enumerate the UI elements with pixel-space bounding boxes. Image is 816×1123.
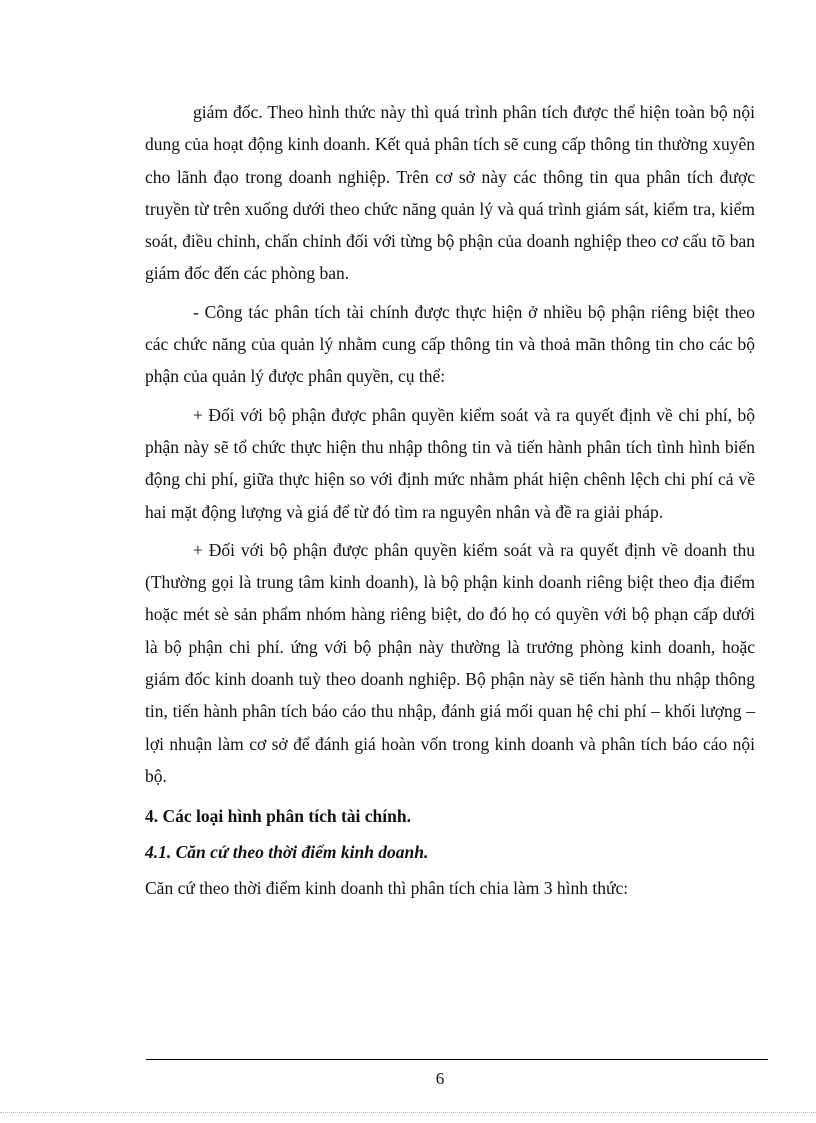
footer-rule	[146, 1059, 768, 1060]
section-heading-4: 4. Các loại hình phân tích tài chính.	[145, 806, 411, 827]
document-body	[145, 96, 755, 905]
page-edge-dotted-line	[0, 1112, 816, 1113]
paragraph-forms-intro: Căn cứ theo thời điểm kinh doanh thì phân tích chia làm 3 hình thức:	[145, 878, 629, 899]
subsection-heading-4-1: 4.1. Căn cứ theo thời điểm kinh doanh.	[145, 842, 429, 863]
paragraph-analysis-departments: - Công tác phân tích tài chính được thực hiện ở nhiều bộ phận riêng biệt theo các chức năng của quản lý nhằm cung cấp thông tin và thoả mãn thông tin cho các bộ phận của quản lý được phân quyền, cụ thể:	[145, 301, 755, 387]
page-number: 6	[435, 1069, 445, 1088]
paragraph-revenue-center: + Đối với bộ phận được phân quyền kiểm soát và ra quyết định về doanh thu (Thường gọi là trung tâm kinh doanh), là bộ phận kinh doanh riêng biệt theo địa điểm hoặc mét sè sản phẩm nhóm hàng riêng biệt, do đó họ có quyền với bộ phạn cấp dưới là bộ phận chi phí. ứng với bộ phận này thường là trưởng phòng kinh doanh, hoặc giám đốc kinh doanh tuỳ theo doanh nghiệp. Bộ phận này sẽ tiến hành thu nhập thông tin, tiến hành phân tích báo cáo thu nhập, đánh giá mối quan hệ chi phí – khối lượng – lợi nhuận làm cơ sở để đánh giá hoàn vốn trong kinh doanh và phân tích báo cáo nội bộ.	[145, 539, 755, 786]
paragraph-cost-center: + Đối với bộ phận được phân quyền kiểm soát và ra quyết định về chi phí, bộ phận này sẽ tổ chức thực hiện thu nhập thông tin và tiến hành phân tích tình hình biến động chi phí, giữa thực hiện so với định mức nhằm phát hiện chênh lệch chi phí cả về hai mặt động lượng và giá để từ đó tìm ra nguyên nhân và đề ra giải pháp.	[145, 404, 755, 522]
paragraph-continuation: giám đốc. Theo hình thức này thì quá trình phân tích được thể hiện toàn bộ nội dung của hoạt động kinh doanh. Kết quả phân tích sẽ cung cấp thông tin thường xuyên cho lãnh đạo trong doanh nghiệp. Trên cơ sở này các thông tin qua phân tích được truyền từ trên xuống dưới theo chức năng quản lý và quá trình giám sát, kiểm tra, kiểm soát, điều chỉnh, chấn chỉnh đối với từng bộ phận của doanh nghiệp theo cơ cấu tõ ban giám đốc đến các phòng ban.	[145, 102, 755, 284]
